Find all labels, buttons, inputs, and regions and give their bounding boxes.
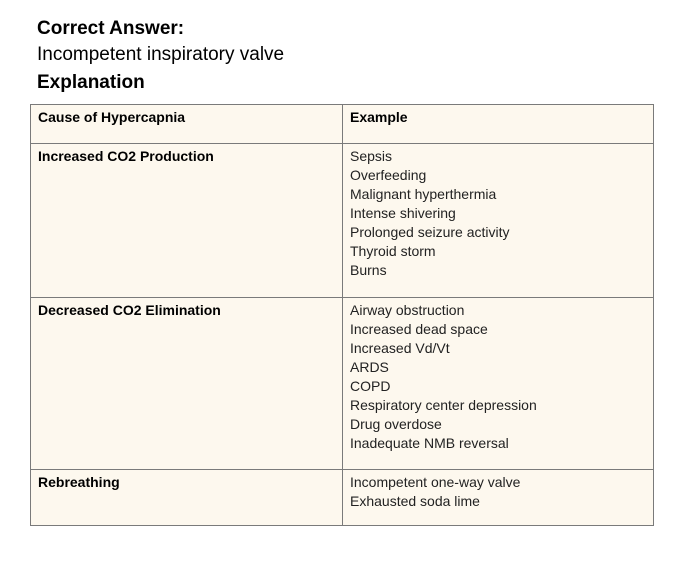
example-item: Increased dead space: [350, 321, 488, 337]
example-item: Burns: [350, 262, 387, 278]
example-item: Increased Vd/Vt: [350, 340, 450, 356]
table-row: [31, 297, 653, 469]
examples-cell: [343, 298, 653, 469]
example-item: Prolonged seizure activity: [350, 224, 510, 240]
example-item: Respiratory center depression: [350, 397, 537, 413]
column-header-cause: Cause of Hypercapnia: [31, 105, 343, 143]
table-row: [31, 469, 653, 526]
correct-answer-text: Incompetent inspiratory valve: [37, 44, 285, 65]
explanation-label: Explanation: [37, 72, 145, 93]
example-item: Airway obstruction: [350, 302, 465, 318]
example-item: Exhausted soda lime: [350, 493, 480, 509]
hypercapnia-table: [30, 104, 654, 526]
example-item: Inadequate NMB reversal: [350, 435, 509, 451]
example-item: Malignant hyperthermia: [350, 186, 497, 202]
example-item: Incompetent one-way valve: [350, 474, 521, 490]
cause-cell: Decreased CO2 Elimination: [31, 298, 343, 469]
example-item: Thyroid storm: [350, 243, 436, 259]
cause-cell: Rebreathing: [31, 470, 343, 526]
example-item: Drug overdose: [350, 416, 442, 432]
table-header-row: [31, 105, 653, 143]
table-row: [31, 143, 653, 297]
example-item: ARDS: [350, 359, 389, 375]
cause-cell: Increased CO2 Production: [31, 144, 343, 297]
examples-cell: [343, 144, 653, 297]
example-item: Sepsis: [350, 148, 393, 164]
example-item: Intense shivering: [350, 205, 456, 221]
correct-answer-label: Correct Answer:: [37, 18, 185, 39]
examples-cell: [343, 470, 653, 526]
column-header-example: Example: [350, 109, 408, 125]
example-item: Overfeeding: [350, 167, 427, 183]
example-item: COPD: [350, 378, 391, 394]
